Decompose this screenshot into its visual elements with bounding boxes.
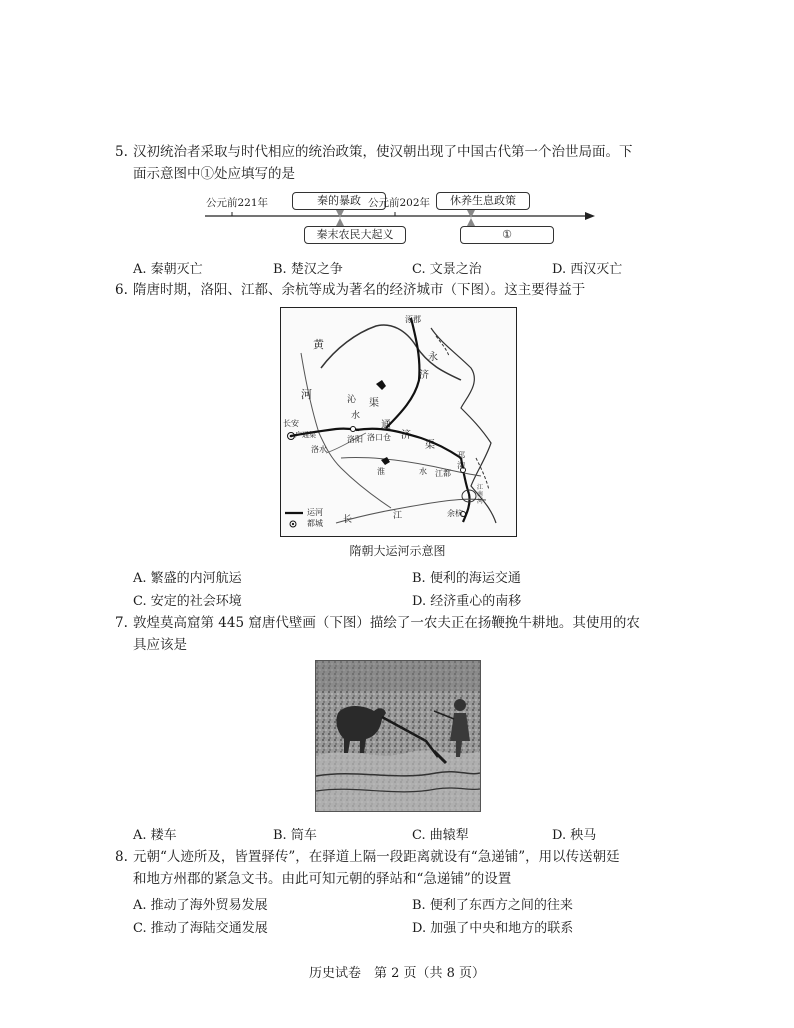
timeline-box-recuperation-policy: 休养生息政策 — [436, 192, 530, 210]
option-c[interactable]: C. 文景之治 — [412, 262, 482, 277]
option-b[interactable]: B. 楚汉之争 — [273, 262, 343, 277]
map-caption: 隋朝大运河示意图 — [349, 544, 446, 558]
q7-options — [133, 824, 693, 844]
map-label-guangtong: 广通渠 — [295, 431, 316, 439]
map-label-jiangdu: 江都 — [435, 469, 451, 478]
timeline-box-qin-tyranny: 秦的暴政 — [292, 192, 386, 210]
question-text-line1: 元朝“人迹所及，皆置驿传”，在驿道上隔一段距离就设有“急递铺”，用以传送朝廷 — [133, 849, 620, 865]
option-d[interactable]: D. 西汉灭亡 — [552, 262, 623, 277]
question-text-line1: 敦煌莫高窟第 445 窟唐代壁画（下图）描绘了一农夫正在扬鞭挽牛耕地。其使用的农 — [133, 615, 640, 631]
map-label-yong: 永 — [428, 352, 438, 363]
q8-options-row2 — [133, 917, 693, 937]
map-label-jiangnan: 江南河 — [477, 484, 484, 505]
question-number: 7. — [115, 615, 128, 631]
mural-picture — [316, 661, 480, 811]
dunhuang-mural-image — [315, 660, 481, 812]
question-text-line2: 具应该是 — [133, 637, 187, 653]
map-label-zhuojun: 涿郡 — [405, 315, 421, 324]
question-text-line1: 汉初统治者采取与时代相应的统治政策，使汉朝出现了中国古代第一个治世局面。下 — [133, 144, 633, 160]
timeline-box-blank-1: ① — [460, 226, 554, 244]
q6-options-row2 — [133, 590, 693, 610]
map-label-huang: 黄 — [313, 338, 324, 351]
timeline-date-221bc: 公元前221年 — [206, 197, 269, 209]
question-text-line1: 隋唐时期，洛阳、江都、余杭等成为著名的经济城市（下图）。这主要得益于 — [133, 282, 586, 298]
map-label-han: 邗 — [457, 451, 465, 460]
grand-canal-map — [280, 307, 517, 537]
question-8 — [115, 846, 675, 890]
map-legend-capital: 都城 — [307, 519, 323, 528]
question-text-line2: 面示意图中①处应填写的是 — [133, 166, 295, 182]
option-c[interactable]: C. 推动了海陆交通发展 — [133, 921, 268, 936]
map-label-qu2: 渠 — [425, 440, 435, 451]
option-a[interactable]: A. 秦朝灭亡 — [133, 262, 203, 277]
map-label-luoshui: 洛水 — [311, 445, 327, 454]
option-b[interactable]: B. 便利的海运交通 — [412, 571, 521, 586]
option-a[interactable]: A. 耧车 — [133, 828, 177, 843]
question-number: 8. — [115, 849, 128, 865]
timeline-diagram — [200, 188, 600, 250]
question-text-line2: 和地方州郡的紧急文书。由此可知元朝的驿站和“急递铺”的设置 — [133, 871, 512, 887]
map-label-chang: 长 — [343, 515, 353, 525]
q6-options-row1 — [133, 567, 693, 587]
map-label-he: 河 — [301, 388, 312, 401]
option-a[interactable]: A. 繁盛的内河航运 — [133, 571, 242, 586]
map-label-ji: 济 — [419, 370, 429, 381]
option-b[interactable]: B. 便利了东西方之间的往来 — [412, 898, 573, 913]
page-footer: 历史试卷 第 2 页（共 8 页） — [308, 966, 486, 981]
q5-options — [133, 258, 693, 278]
map-label-huai: 淮 — [377, 467, 385, 476]
option-a[interactable]: A. 推动了海外贸易发展 — [133, 898, 268, 913]
map-label-luokoucang: 洛口仓 — [367, 433, 391, 442]
question-6 — [115, 279, 675, 301]
q8-options-row1 — [133, 894, 693, 914]
option-d[interactable]: D. 加强了中央和地方的联系 — [412, 921, 574, 936]
question-number: 6. — [115, 282, 128, 298]
question-5 — [115, 141, 675, 185]
map-label-ji2: 济 — [401, 430, 411, 441]
map-label-tong: 通 — [381, 420, 391, 431]
option-c[interactable]: C. 曲辕犁 — [412, 828, 469, 843]
map-label-qu: 渠 — [369, 398, 379, 409]
option-c[interactable]: C. 安定的社会环境 — [133, 594, 242, 609]
map-label-changan: 长安 — [283, 419, 299, 428]
map-label-gou: 沟 — [457, 461, 465, 470]
map-label-shui2: 水 — [419, 467, 427, 476]
question-number: 5. — [115, 144, 128, 160]
timeline-date-202bc: 公元前202年 — [368, 197, 431, 209]
option-d[interactable]: D. 经济重心的南移 — [412, 594, 522, 609]
map-label-qin: 沁 — [347, 395, 357, 405]
question-7 — [115, 612, 675, 656]
map-label-yuhang: 余杭 — [447, 509, 463, 518]
map-label-shui: 水 — [351, 411, 361, 421]
option-b[interactable]: B. 筒车 — [273, 828, 317, 843]
option-d[interactable]: D. 秧马 — [552, 828, 597, 843]
map-label-luoyang: 洛阳 — [347, 435, 363, 444]
timeline-box-peasant-uprising: 秦末农民大起义 — [304, 226, 406, 244]
map-label-jiang: 江 — [393, 511, 403, 521]
map-legend-canal: 运河 — [307, 508, 323, 517]
